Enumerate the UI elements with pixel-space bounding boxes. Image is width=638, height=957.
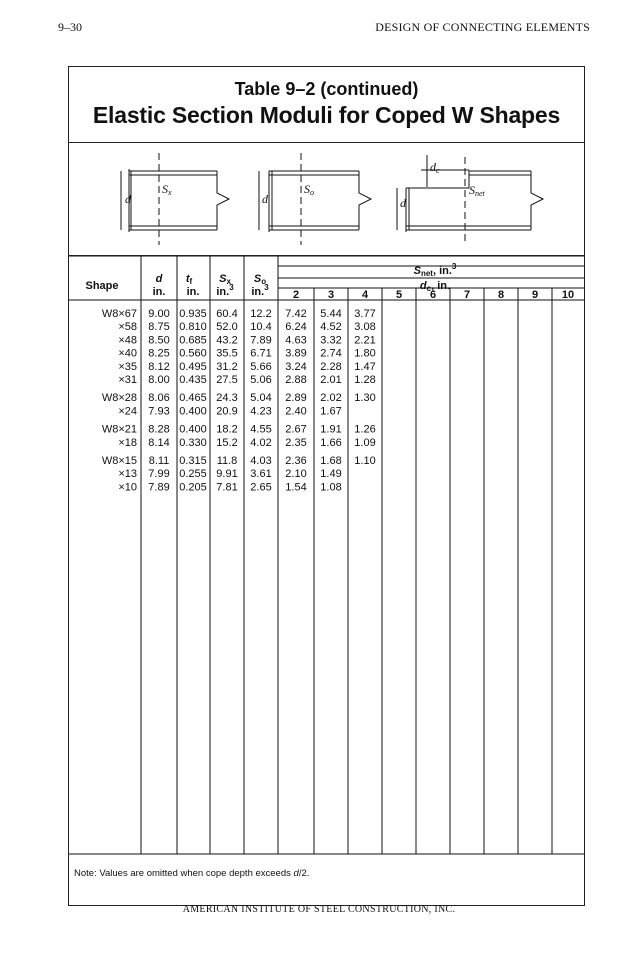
row-d: 7.89 — [148, 481, 170, 494]
row-snet-2: 1.54 — [285, 481, 307, 494]
row-d: 8.14 — [148, 436, 170, 449]
row-tf: 0.435 — [179, 374, 207, 386]
row-snet-2: 2.36 — [285, 455, 307, 467]
row-snet-4: 1.10 — [354, 455, 376, 467]
row-snet-4: 1.09 — [354, 436, 376, 449]
header-sx: Sx — [219, 273, 231, 286]
row-tf: 0.315 — [179, 455, 207, 467]
row-shape: W8×67 — [101, 308, 137, 320]
table-title: Elastic Section Moduli for Coped W Shapes — [92, 102, 561, 128]
dc-label: dc — [430, 160, 440, 175]
d-label: d — [125, 192, 131, 206]
row-sx: 11.8 — [216, 455, 238, 467]
row-sx: 35.5 — [216, 347, 238, 360]
row-snet-4: 1.80 — [354, 347, 376, 360]
row-so: 10.4 — [250, 321, 272, 334]
table-grid — [69, 256, 584, 892]
header-dc: dc, in. — [419, 280, 451, 293]
row-so: 5.04 — [250, 392, 272, 405]
d-label-3: d — [400, 196, 406, 210]
row-snet-3: 1.91 — [320, 423, 342, 436]
row-tf: 0.400 — [179, 423, 207, 436]
row-sx: 27.5 — [216, 374, 238, 386]
table-subtitle: Table 9–2 (continued) — [234, 79, 419, 99]
row-d: 8.25 — [148, 347, 170, 360]
row-snet-2: 4.63 — [285, 334, 307, 347]
row-shape: ×35 — [118, 360, 137, 373]
page-footer — [0, 904, 638, 915]
row-sx: 20.9 — [216, 405, 238, 418]
row-shape: ×13 — [118, 468, 137, 481]
row-sx: 31.2 — [216, 360, 238, 373]
row-snet-4: 3.77 — [354, 308, 376, 320]
row-shape: ×18 — [118, 436, 137, 449]
row-tf: 0.465 — [179, 392, 207, 405]
row-tf: 0.495 — [179, 360, 207, 373]
cope-figure — [69, 143, 584, 256]
header-so: So — [253, 273, 267, 286]
row-shape: W8×15 — [101, 455, 137, 467]
dc-value-10: 10 — [561, 289, 575, 301]
row-snet-2: 2.88 — [285, 374, 307, 386]
header-d: d — [155, 273, 163, 285]
row-so: 3.61 — [250, 468, 272, 481]
row-shape: ×40 — [118, 347, 137, 360]
sx-label: Sx — [162, 182, 172, 197]
row-snet-2: 2.67 — [285, 423, 307, 436]
dc-value-2: 2 — [292, 289, 300, 301]
row-shape: ×10 — [118, 481, 137, 494]
header-shape: Shape — [85, 280, 119, 292]
row-so: 7.89 — [250, 334, 272, 347]
row-sx: 18.2 — [216, 423, 238, 436]
table-frame — [68, 66, 585, 906]
header-sx-unit: in.$^3$ — [216, 283, 234, 298]
row-snet-2: 3.89 — [285, 347, 307, 360]
row-d: 7.93 — [148, 405, 170, 418]
row-d: 8.50 — [148, 334, 170, 347]
row-snet-3: 3.32 — [320, 334, 342, 347]
row-shape: W8×21 — [101, 423, 137, 436]
table-title-box — [69, 67, 584, 143]
row-sx: 7.81 — [216, 481, 238, 494]
page-number: 9–30 — [58, 20, 82, 34]
row-snet-2: 2.40 — [285, 405, 307, 418]
dc-value-8: 8 — [497, 289, 505, 301]
row-sx: 52.0 — [216, 321, 238, 334]
row-snet-2: 2.10 — [285, 468, 307, 481]
row-snet-3: 2.02 — [320, 392, 342, 405]
cope-diagrams — [69, 143, 584, 255]
row-tf: 0.560 — [179, 347, 207, 360]
dc-value-7: 7 — [463, 289, 471, 301]
header-tf-unit: in. — [186, 286, 200, 298]
row-sx: 15.2 — [216, 436, 238, 449]
row-tf: 0.330 — [179, 436, 207, 449]
row-snet-4: 1.30 — [354, 392, 376, 405]
header-tf: tf — [185, 273, 193, 286]
row-sx: 43.2 — [216, 334, 238, 347]
row-d: 8.12 — [148, 360, 170, 373]
row-snet-3: 1.08 — [320, 481, 342, 494]
row-so: 4.03 — [250, 455, 272, 467]
table-note: Note: Values are omitted when cope depth exceeds d/2. — [74, 868, 310, 879]
row-d: 7.99 — [148, 468, 170, 481]
dc-value-9: 9 — [531, 289, 539, 301]
row-tf: 0.810 — [179, 321, 207, 334]
row-so: 2.65 — [250, 481, 272, 494]
dc-value-4: 4 — [361, 289, 369, 301]
row-shape: W8×28 — [101, 392, 137, 405]
so-label: So — [304, 182, 314, 197]
row-snet-4: 1.47 — [354, 360, 376, 373]
row-snet-2: 6.24 — [285, 321, 307, 334]
row-d: 8.75 — [148, 321, 170, 334]
row-snet-2: 2.89 — [285, 392, 307, 405]
row-tf: 0.205 — [179, 481, 207, 494]
row-so: 5.66 — [250, 360, 272, 373]
d-label-2: d — [262, 192, 268, 206]
row-snet-4: 1.28 — [354, 374, 376, 386]
row-snet-3: 5.44 — [320, 308, 342, 320]
row-sx: 60.4 — [216, 308, 238, 320]
row-sx: 9.91 — [216, 468, 238, 481]
row-so: 6.71 — [250, 347, 272, 360]
row-tf: 0.935 — [179, 308, 207, 320]
row-snet-3: 2.28 — [320, 360, 342, 373]
row-so: 12.2 — [250, 308, 272, 320]
row-so: 4.23 — [250, 405, 272, 418]
dc-value-3: 3 — [327, 289, 335, 301]
header-so-unit: in.$^3$ — [251, 283, 269, 298]
row-snet-3: 1.49 — [320, 468, 342, 481]
row-snet-3: 2.01 — [320, 374, 342, 386]
row-tf: 0.255 — [179, 468, 207, 481]
dc-value-6: 6 — [429, 289, 437, 301]
row-snet-3: 1.67 — [320, 405, 342, 418]
publisher-line: AMERICAN INSTITUTE OF STEEL CONSTRUCTION, INC. — [182, 904, 456, 915]
row-snet-3: 4.52 — [320, 321, 342, 334]
row-snet-2: 7.42 — [285, 308, 307, 320]
header-d-unit: in. — [152, 286, 166, 298]
row-snet-2: 2.35 — [285, 436, 307, 449]
row-snet-4: 1.26 — [354, 423, 376, 436]
row-shape: ×58 — [118, 321, 137, 334]
snet-label: Snet — [469, 183, 485, 198]
row-shape: ×24 — [118, 405, 137, 418]
row-snet-3: 2.74 — [320, 347, 342, 360]
row-sx: 24.3 — [216, 392, 238, 405]
section-title: DESIGN OF CONNECTING ELEMENTS — [375, 20, 590, 34]
row-shape: ×31 — [118, 374, 137, 386]
row-d: 9.00 — [148, 308, 170, 320]
row-shape: ×48 — [118, 334, 137, 347]
row-d: 8.06 — [148, 392, 170, 405]
row-d: 8.11 — [148, 455, 170, 467]
row-tf: 0.685 — [179, 334, 207, 347]
row-snet-3: 1.68 — [320, 455, 342, 467]
row-snet-4: 2.21 — [354, 334, 376, 347]
row-snet-4: 3.08 — [354, 321, 376, 334]
dc-value-5: 5 — [395, 289, 403, 301]
header-snet: Snet, in.$^3$ — [413, 262, 457, 278]
section-moduli-table — [69, 256, 584, 892]
row-d: 8.00 — [148, 374, 170, 386]
row-so: 4.02 — [250, 436, 272, 449]
row-so: 5.06 — [250, 374, 272, 386]
row-so: 4.55 — [250, 423, 272, 436]
row-d: 8.28 — [148, 423, 170, 436]
row-snet-2: 3.24 — [285, 360, 307, 373]
row-snet-3: 1.66 — [320, 436, 342, 449]
row-tf: 0.400 — [179, 405, 207, 418]
